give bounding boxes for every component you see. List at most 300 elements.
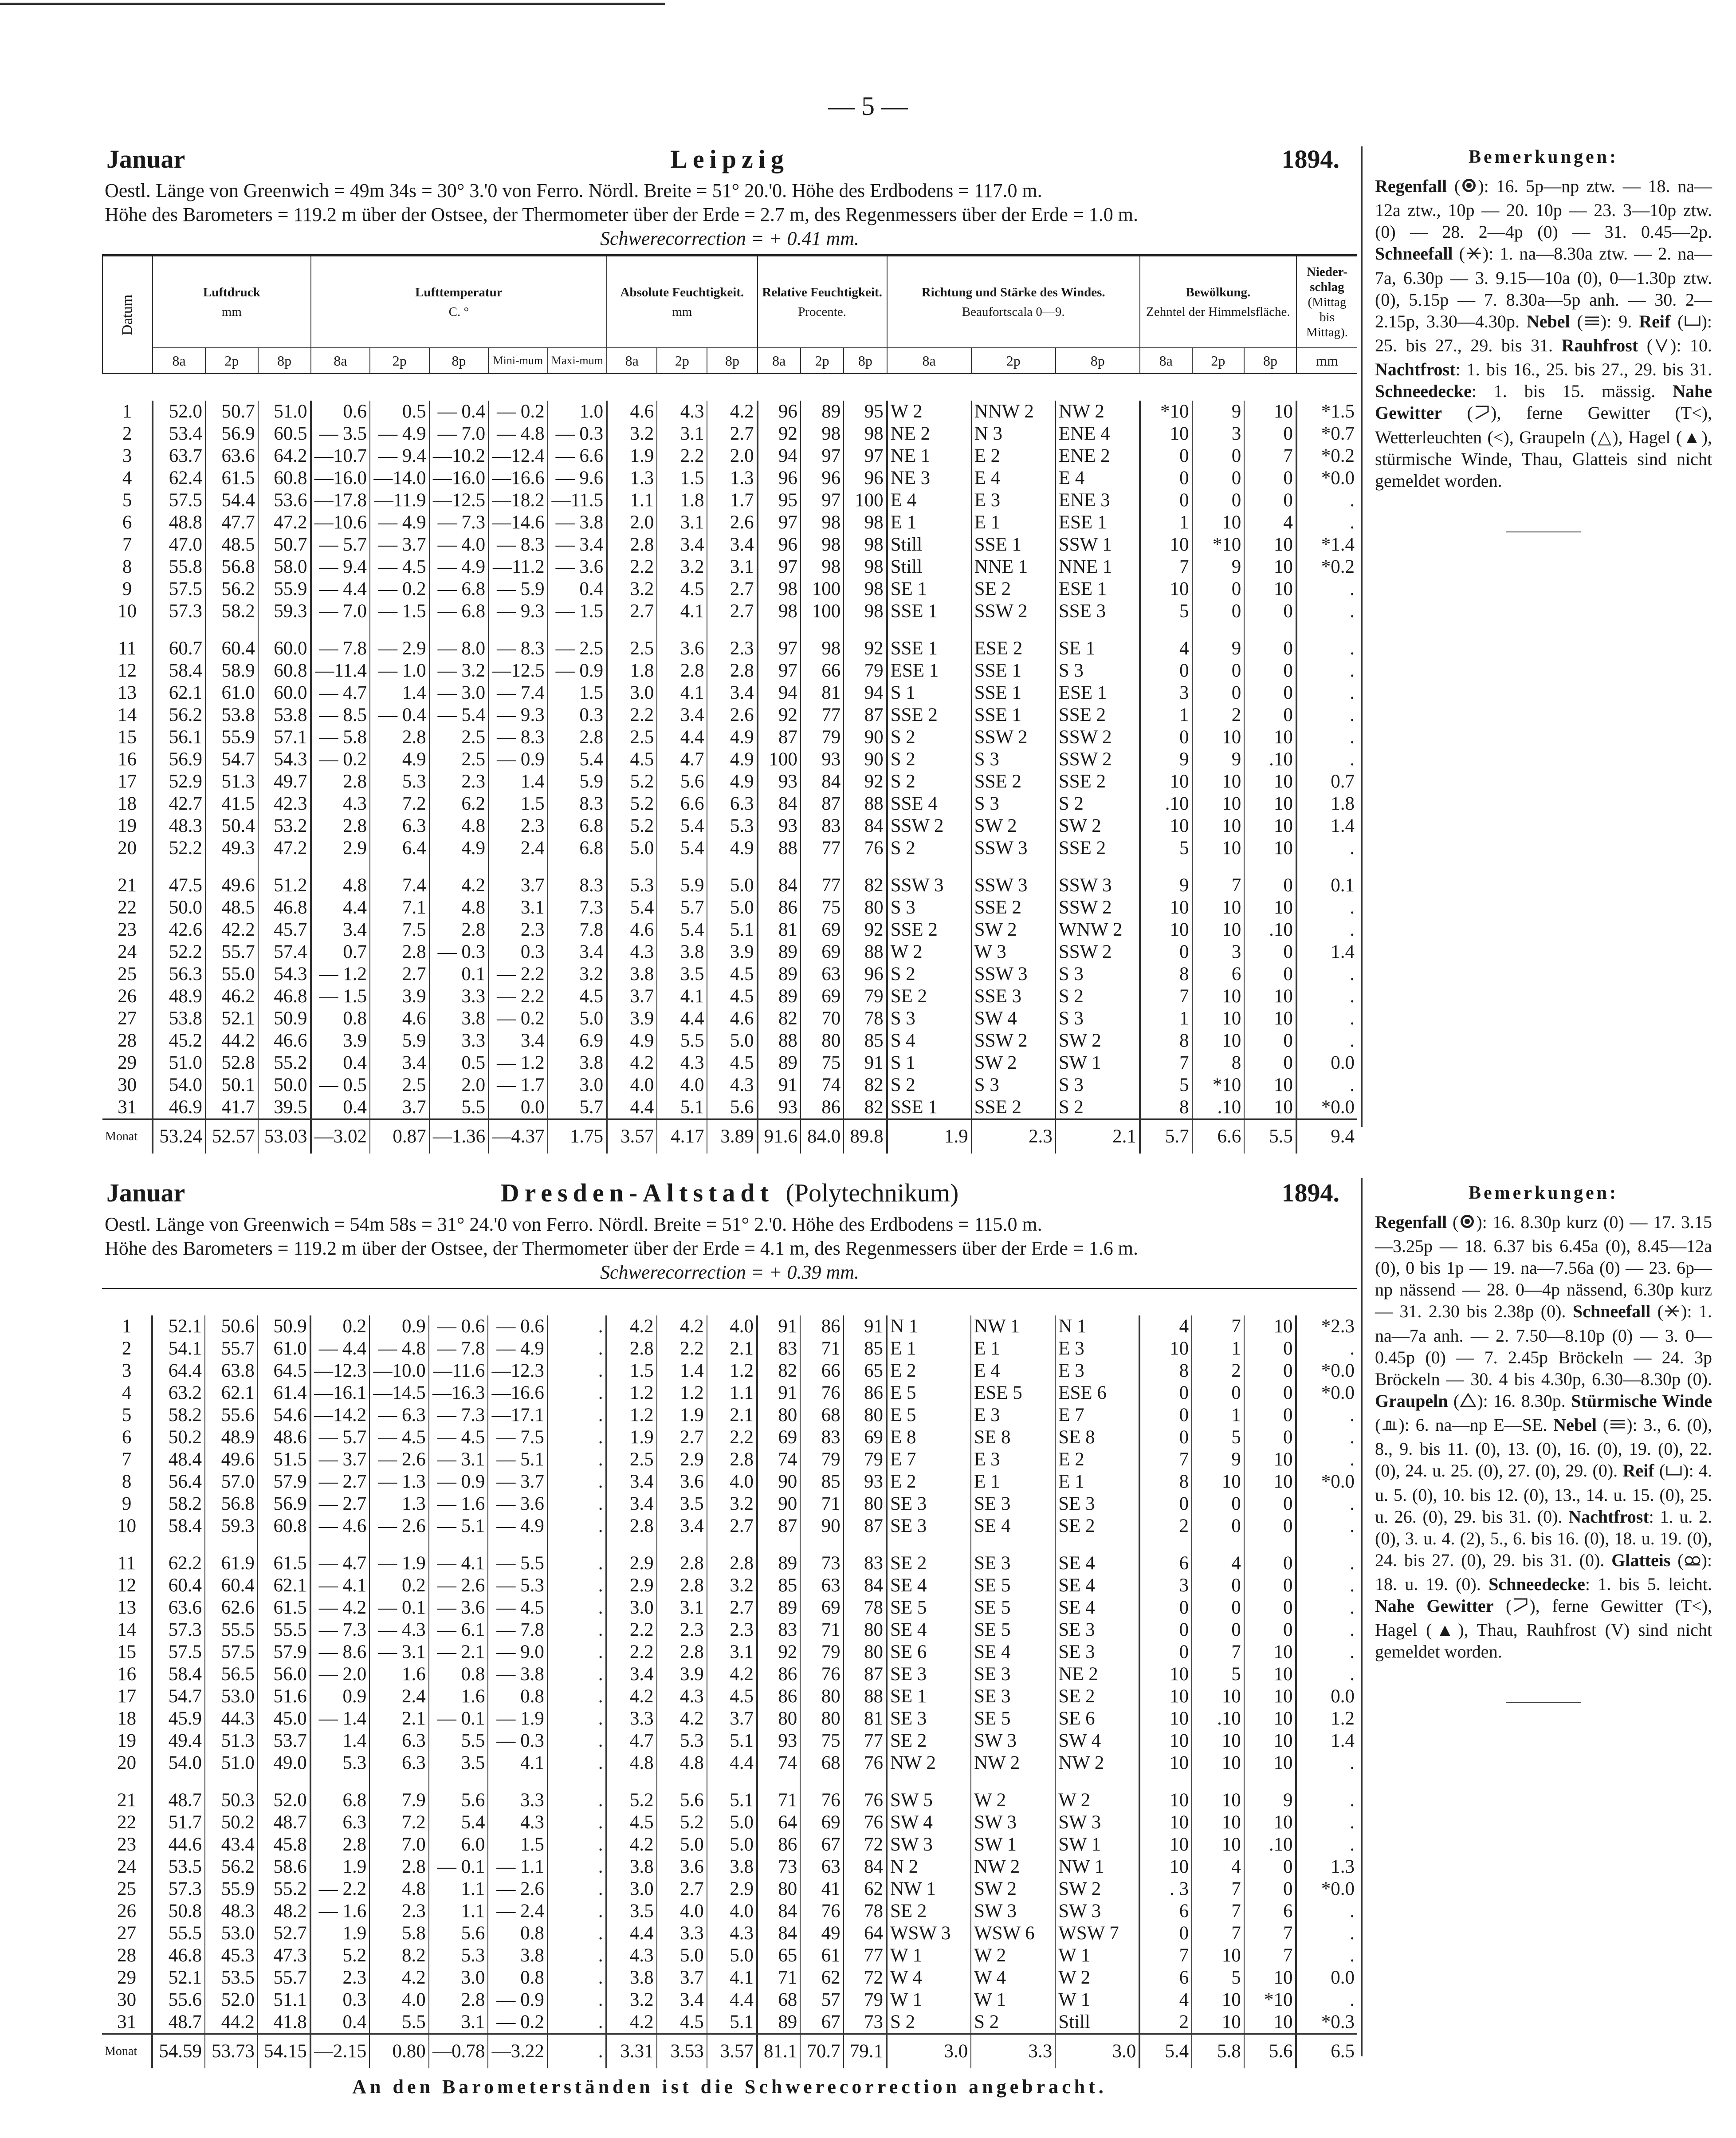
spacer — [1192, 1537, 1244, 1552]
value-cell: 55.5 — [258, 1619, 310, 1641]
value-cell: 9 — [1244, 1789, 1296, 1811]
value-cell: 83 — [800, 1426, 843, 1449]
value-cell: 78 — [844, 1900, 887, 1922]
value-cell: 3.5 — [606, 1900, 656, 1922]
col-sub-t2p: 2p — [657, 348, 707, 374]
value-cell: 5.0 — [707, 1834, 757, 1856]
table-row — [102, 423, 1357, 445]
value-cell: E 7 — [887, 1449, 971, 1471]
value-cell: 7 — [1192, 1900, 1244, 1922]
footer-note: An den Barometerständen ist die Schwerecorrection angebracht. — [352, 2076, 1107, 2098]
value-cell: 71 — [800, 1338, 843, 1360]
value-cell: 5.1 — [707, 1789, 757, 1811]
station-heights: Höhe des Barometers = 119.2 m über der Ostsee, der Thermometer über der Erde = 2.7 m, des Regenmessers über der Erde = 1.0 m. — [105, 204, 1138, 225]
value-cell: 1.75 — [548, 1119, 607, 1154]
value-cell: 4.5 — [707, 985, 757, 1008]
col-datum — [102, 256, 153, 374]
fog-icon — [1583, 312, 1601, 335]
value-cell: 90 — [757, 1471, 800, 1493]
value-cell: 10 — [1244, 771, 1296, 793]
value-cell: 0 — [1244, 660, 1296, 682]
value-cell: 51.7 — [152, 1811, 205, 1834]
value-cell: 5.3 — [607, 874, 657, 897]
table-row — [102, 919, 1357, 941]
value-cell: NNW 2 — [971, 401, 1056, 423]
value-cell: 10 — [1140, 771, 1192, 793]
station-coordinates: Oestl. Länge von Greenwich = 49m 34s = 30° 3.'0 von Ferro. Nördl. Breite = 51° 20.'0. Höhe des Erdbodens = 117.0 m. — [105, 180, 1042, 201]
frost-icon — [1665, 1461, 1683, 1484]
value-cell: 2.5 — [606, 1449, 656, 1471]
col-sub-t8a: 8a — [758, 348, 801, 374]
value-cell: 86 — [758, 897, 801, 919]
value-cell: 10 — [1192, 1834, 1244, 1856]
value-cell: — 3.2 — [429, 660, 489, 682]
value-cell: 3.4 — [370, 1052, 429, 1074]
value-cell: 45.3 — [205, 1945, 258, 1967]
value-cell: 4.9 — [607, 1030, 657, 1052]
value-cell: 0.9 — [369, 1315, 429, 1338]
value-cell: 2.8 — [369, 1856, 429, 1878]
value-cell: SE 5 — [971, 1708, 1055, 1730]
station-name — [102, 1178, 1357, 1208]
value-cell: ESE 1 — [1056, 682, 1140, 704]
value-cell: 2.8 — [311, 815, 370, 837]
value-cell: — 0.1 — [429, 1708, 488, 1730]
value-cell: 92 — [758, 704, 801, 726]
col-sub-t8a: 8a — [153, 348, 205, 374]
value-cell: 80 — [757, 1404, 800, 1426]
value-cell: SSW 2 — [1056, 897, 1140, 919]
remark-label: Schneefall — [1375, 244, 1453, 264]
value-cell: 4.2 — [606, 1315, 656, 1338]
value-cell: 46.6 — [258, 1030, 311, 1052]
value-cell: SSW 2 — [971, 1030, 1056, 1052]
value-cell: 2.8 — [707, 1552, 757, 1575]
value-cell: — 2.2 — [488, 963, 548, 985]
monthly-label: Monat — [102, 1119, 153, 1154]
value-cell: 58.0 — [258, 556, 311, 578]
value-cell: 4.8 — [369, 1878, 429, 1900]
value-cell: 1 — [1140, 512, 1192, 534]
value-cell: 4.0 — [369, 1989, 429, 2011]
value-cell: 2.8 — [429, 919, 489, 941]
value-cell: —2.15 — [310, 2034, 370, 2069]
value-cell: 1.9 — [657, 1404, 707, 1426]
value-cell: 55.2 — [258, 1052, 311, 1074]
value-cell: 54.15 — [258, 2034, 310, 2069]
value-cell: 48.9 — [205, 1426, 258, 1449]
value-cell: . — [547, 1426, 607, 1449]
value-cell: — 3.1 — [429, 1449, 488, 1471]
value-cell: 74 — [757, 1449, 800, 1471]
value-cell: 8 — [1192, 1052, 1245, 1074]
value-cell: 5.0 — [707, 874, 757, 897]
value-cell: S 3 — [1056, 1074, 1140, 1096]
value-cell: SE 3 — [1055, 1641, 1139, 1663]
col-group-cloud — [1140, 256, 1296, 348]
value-cell: 3 — [1139, 1575, 1192, 1597]
value-cell: — 5.8 — [311, 726, 370, 748]
value-cell: 3.3 — [971, 2034, 1055, 2069]
value-cell: 73 — [757, 1856, 800, 1878]
table-row — [102, 815, 1357, 837]
table-row — [102, 682, 1357, 704]
table-row — [102, 771, 1357, 793]
value-cell: 0.2 — [310, 1315, 370, 1338]
value-cell: 49 — [800, 1922, 843, 1945]
day-cell: 3 — [122, 445, 132, 466]
value-cell: 53.73 — [205, 2034, 258, 2069]
value-cell: 63.7 — [153, 445, 205, 467]
value-cell: 2.8 — [370, 726, 429, 748]
value-cell: 0 — [1192, 578, 1245, 600]
remark-label: Schneedecke — [1375, 381, 1472, 402]
value-cell: — 7.0 — [311, 600, 370, 622]
value-cell: . — [1296, 704, 1357, 726]
value-cell: 7 — [1139, 1449, 1192, 1471]
value-cell: 5.3 — [370, 771, 429, 793]
value-cell: 5.0 — [707, 897, 757, 919]
value-cell: 10 — [1192, 985, 1245, 1008]
value-cell: NNE 1 — [1056, 556, 1140, 578]
value-cell: 4.9 — [707, 726, 757, 748]
spacer — [1056, 622, 1140, 638]
value-cell: . — [547, 1338, 607, 1360]
value-cell: SE 2 — [887, 1900, 971, 1922]
value-cell: 0.80 — [369, 2034, 429, 2069]
value-cell: — 8.3 — [488, 534, 548, 556]
remark-entry — [1489, 1574, 1712, 1594]
value-cell: 3.1 — [707, 556, 757, 578]
table-row — [102, 1315, 1357, 1338]
value-cell: 5.0 — [607, 837, 657, 859]
value-cell: 5.9 — [370, 1030, 429, 1052]
spacer — [102, 622, 153, 638]
value-cell: 1.3 — [1296, 1856, 1357, 1878]
value-cell: 89.8 — [844, 1119, 887, 1154]
value-cell: — 7.3 — [429, 1404, 488, 1426]
value-cell: 10 — [1140, 897, 1192, 919]
value-cell: 2.2 — [657, 445, 707, 467]
value-cell: — 1.5 — [311, 985, 370, 1008]
value-cell: *1.5 — [1296, 401, 1357, 423]
value-cell: 49.6 — [205, 874, 258, 897]
value-cell: 1 — [1140, 704, 1192, 726]
table-row — [102, 600, 1357, 622]
value-cell: 84 — [844, 1856, 887, 1878]
value-cell: 80 — [844, 1493, 887, 1515]
value-cell: S 2 — [887, 748, 971, 771]
value-cell: — 9.0 — [488, 1641, 547, 1663]
value-cell: 1.4 — [310, 1730, 370, 1752]
day-cell: 7 — [122, 1449, 132, 1470]
value-cell: 3.0 — [429, 1967, 488, 1989]
value-cell: 10 — [1244, 2011, 1296, 2034]
value-cell: 5.5 — [657, 1030, 707, 1052]
table-row — [102, 748, 1357, 771]
remark-label: Graupeln — [1375, 1390, 1448, 1411]
value-cell: 3.89 — [707, 1119, 757, 1154]
value-cell: . — [547, 1730, 607, 1752]
col-sub-t2p: 2p — [801, 348, 844, 374]
value-cell: 55.5 — [205, 1619, 258, 1641]
value-cell: S 4 — [887, 1030, 971, 1052]
value-cell: 61.5 — [258, 1552, 310, 1575]
table-row — [102, 1945, 1357, 1967]
value-cell: 51.0 — [258, 401, 311, 423]
value-cell: . — [547, 1449, 607, 1471]
value-cell: NW 2 — [971, 1856, 1055, 1878]
value-cell: 10 — [1139, 1338, 1192, 1360]
value-cell: 4.8 — [606, 1752, 656, 1774]
value-cell: 4.8 — [429, 897, 489, 919]
value-cell: 5.5 — [429, 1096, 489, 1119]
value-cell: . — [1296, 1515, 1357, 1537]
value-cell: 2.0 — [707, 445, 757, 467]
value-cell: 50.0 — [258, 1074, 311, 1096]
value-cell: SSW 3 — [887, 874, 971, 897]
gravity-correction: Schwerecorrection = + 0.41 mm. — [600, 228, 859, 249]
spacer — [258, 859, 311, 874]
value-cell: 98 — [758, 578, 801, 600]
value-cell: W 2 — [1055, 1789, 1139, 1811]
value-cell: 0.3 — [548, 704, 607, 726]
remark-label: Nachtfrost — [1375, 359, 1456, 380]
value-cell: . — [1296, 660, 1357, 682]
value-cell: —11.6 — [429, 1360, 488, 1382]
remark-label: Regenfall — [1375, 176, 1447, 196]
value-cell: E 7 — [1055, 1404, 1139, 1426]
value-cell: 51.0 — [205, 1752, 258, 1774]
value-cell: 5.7 — [548, 1096, 607, 1119]
value-cell: 3.8 — [707, 1856, 757, 1878]
value-cell: W 4 — [887, 1967, 971, 1989]
value-cell: — 0.3 — [548, 423, 607, 445]
value-cell: 3.3 — [429, 1030, 489, 1052]
spacer — [1296, 622, 1357, 638]
value-cell: 64.5 — [258, 1360, 310, 1382]
value-cell: 96 — [758, 401, 801, 423]
value-cell: 54.0 — [153, 1074, 205, 1096]
value-cell: 60.4 — [205, 1575, 258, 1597]
value-cell: 9.4 — [1296, 1119, 1357, 1154]
spacer — [488, 859, 548, 874]
value-cell: 91 — [844, 1052, 887, 1074]
value-cell: SSW 2 — [1056, 748, 1140, 771]
value-cell: 80 — [801, 1030, 844, 1052]
value-cell: . — [547, 1382, 607, 1404]
value-cell: 0 — [1192, 445, 1245, 467]
table-row — [102, 1619, 1357, 1641]
value-cell: 55.9 — [205, 726, 258, 748]
value-cell: — 7.3 — [429, 512, 489, 534]
value-cell: 61.9 — [205, 1552, 258, 1575]
value-cell: 3.8 — [606, 1856, 656, 1878]
value-cell: — 5.4 — [429, 704, 489, 726]
value-cell: — 0.6 — [488, 1315, 547, 1338]
value-cell: 4.2 — [707, 1663, 757, 1685]
value-cell: 63.6 — [205, 445, 258, 467]
day-cell: 12 — [118, 660, 137, 681]
value-cell: 5.6 — [657, 1789, 707, 1811]
value-cell: 10 — [1139, 1730, 1192, 1752]
day-cell: 3 — [122, 1360, 132, 1381]
value-cell: . — [1296, 489, 1357, 512]
value-cell: . — [547, 1663, 607, 1685]
value-cell: 54.4 — [205, 489, 258, 512]
value-cell: 86 — [757, 1834, 800, 1856]
value-cell: SE 2 — [1055, 1685, 1139, 1708]
value-cell: 56.1 — [153, 726, 205, 748]
value-cell: 92 — [758, 423, 801, 445]
value-cell: 52.9 — [153, 771, 205, 793]
value-cell: — 4.6 — [310, 1515, 370, 1537]
value-cell: 41.7 — [205, 1096, 258, 1119]
value-cell: 2.5 — [607, 638, 657, 660]
value-cell: N 1 — [887, 1315, 971, 1338]
value-cell: 2.8 — [429, 1989, 488, 2011]
value-cell: 6.2 — [429, 793, 489, 815]
value-cell: 49.7 — [258, 771, 311, 793]
remark-entry: Reif ( ): 4. u. 5. (0), 10. bis 12. (0), 13., 14. u. 15. (0), 25. u. 26. (0), 29. bis 31. (0). — [1375, 1461, 1712, 1527]
value-cell: — 2.2 — [488, 985, 548, 1008]
remarks-title: Bemerkungen: — [1469, 1183, 1618, 1203]
value-cell: W 2 — [971, 1789, 1055, 1811]
value-cell: 2.8 — [311, 771, 370, 793]
month-label: Januar — [106, 1178, 185, 1207]
value-cell: 10 — [1244, 1074, 1296, 1096]
value-cell: 10 — [1140, 423, 1192, 445]
value-cell: 0 — [1244, 1597, 1296, 1619]
value-cell: W 2 — [887, 941, 971, 963]
value-cell: — 3.4 — [548, 534, 607, 556]
value-cell: S 2 — [1056, 1096, 1140, 1119]
value-cell: SE 1 — [887, 1685, 971, 1708]
value-cell: 48.7 — [152, 1789, 205, 1811]
value-cell: 79 — [800, 1449, 843, 1471]
value-cell: 42.6 — [153, 919, 205, 941]
spacer — [887, 622, 971, 638]
value-cell: 0 — [1139, 1619, 1192, 1641]
value-cell: SE 3 — [971, 1493, 1055, 1515]
value-cell: ENE 2 — [1056, 445, 1140, 467]
value-cell: SSE 2 — [971, 771, 1056, 793]
value-cell: 10 — [1244, 1730, 1296, 1752]
day-cell: 31 — [118, 1097, 137, 1118]
col-group-abs-humidity — [607, 256, 757, 348]
col-group-rel-humidity-unit: Procente. — [798, 304, 846, 319]
value-cell: — 9.4 — [311, 556, 370, 578]
value-cell: 2.5 — [429, 726, 489, 748]
value-cell: 86 — [757, 1685, 800, 1708]
value-cell: 79 — [844, 985, 887, 1008]
value-cell: 8 — [1139, 1360, 1192, 1382]
value-cell: SSE 2 — [971, 897, 1056, 919]
value-cell: 5.4 — [657, 815, 707, 837]
table-row — [102, 1030, 1357, 1052]
value-cell: 48.9 — [153, 985, 205, 1008]
value-cell: — 2.4 — [488, 1900, 547, 1922]
value-cell: — 3.6 — [429, 1597, 488, 1619]
value-cell: 55.8 — [153, 556, 205, 578]
value-cell: — 0.3 — [488, 1730, 547, 1752]
remark-entry — [1375, 381, 1655, 401]
top-border-line — [0, 3, 665, 5]
spacer — [657, 1537, 707, 1552]
table-row — [102, 1552, 1357, 1575]
value-cell: SE 5 — [971, 1575, 1055, 1597]
table-row — [102, 1685, 1357, 1708]
value-cell: — 1.5 — [548, 600, 607, 622]
value-cell: E 5 — [887, 1382, 971, 1404]
value-cell: —16.6 — [488, 1382, 547, 1404]
value-cell: SW 2 — [971, 1052, 1056, 1074]
value-cell: SSW 2 — [1056, 726, 1140, 748]
table-row — [102, 1967, 1357, 1989]
station-title: Dresden-Altstadt — [500, 1178, 774, 1207]
value-cell: 73 — [844, 2011, 887, 2034]
value-cell: 74 — [801, 1074, 844, 1096]
spacer — [102, 1289, 1357, 1315]
value-cell: 51.5 — [258, 1449, 310, 1471]
value-cell: 1.4 — [1296, 941, 1357, 963]
value-cell: 69 — [800, 1597, 843, 1619]
value-cell: SW 4 — [1055, 1730, 1139, 1752]
thunder-icon — [1512, 1596, 1529, 1619]
value-cell: .10 — [1244, 919, 1296, 941]
value-cell: — 2.9 — [370, 638, 429, 660]
value-cell: 6 — [1244, 1900, 1296, 1922]
value-cell: *0.0 — [1296, 467, 1357, 489]
value-cell: 2.7 — [607, 600, 657, 622]
remarks-end-rule — [1506, 1702, 1581, 1703]
value-cell: — 0.4 — [370, 704, 429, 726]
col-sub-t2p: 2p — [370, 348, 429, 374]
value-cell: — 8.5 — [311, 704, 370, 726]
value-cell: 0 — [1140, 660, 1192, 682]
remark-label: Reif — [1622, 1461, 1654, 1481]
value-cell: SE 3 — [1055, 1493, 1139, 1515]
value-cell: 4.8 — [657, 1752, 707, 1774]
value-cell: 5.1 — [657, 1096, 707, 1119]
spacer — [102, 374, 1357, 401]
value-cell: 52.1 — [152, 1315, 205, 1338]
value-cell: . — [1296, 726, 1357, 748]
value-cell: 3.1 — [488, 897, 548, 919]
col-group-pressure-unit: mm — [221, 304, 242, 319]
value-cell: 97 — [758, 638, 801, 660]
value-cell: 4.9 — [707, 837, 757, 859]
table-row — [102, 1052, 1357, 1074]
value-cell: 6.3 — [369, 1752, 429, 1774]
value-cell: SE 4 — [1055, 1597, 1139, 1619]
value-cell: — 3.8 — [488, 1663, 547, 1685]
day-cell: 5 — [122, 1405, 132, 1425]
value-cell: 0 — [1139, 1597, 1192, 1619]
value-cell: 51.2 — [258, 874, 311, 897]
value-cell: 4.3 — [707, 1922, 757, 1945]
value-cell: — 1.9 — [369, 1552, 429, 1575]
value-cell: 88 — [844, 1685, 887, 1708]
table-row — [102, 534, 1357, 556]
value-cell: 98 — [844, 578, 887, 600]
value-cell: 0 — [1244, 600, 1296, 622]
page-number: — 5 — — [828, 91, 908, 121]
value-cell: 47.2 — [258, 837, 311, 859]
spacer — [369, 1537, 429, 1552]
value-cell: — 1.5 — [370, 600, 429, 622]
value-cell: 10 — [1192, 1752, 1244, 1774]
